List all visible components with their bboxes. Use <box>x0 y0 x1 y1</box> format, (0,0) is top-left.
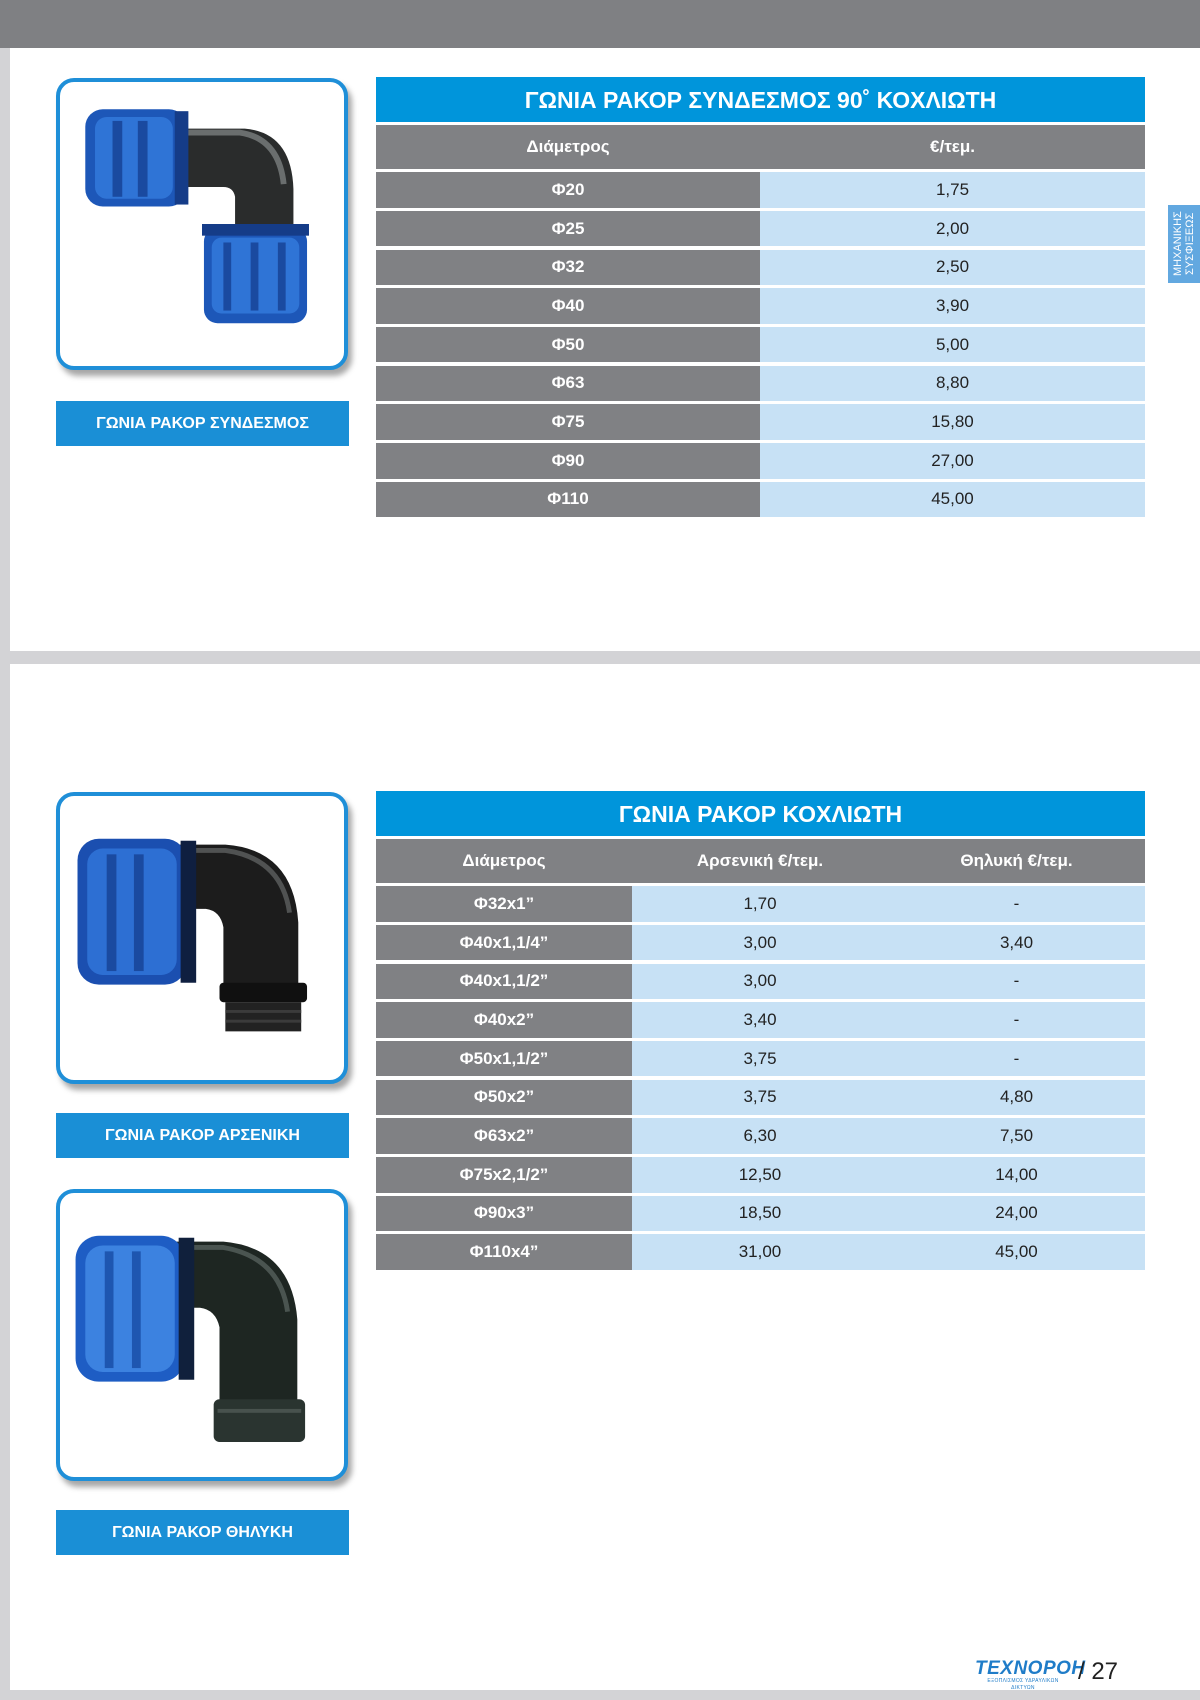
elbow-coupling-photo <box>56 78 348 370</box>
diameter-cell: Φ90 <box>376 443 760 479</box>
price-table-coupling <box>376 77 1145 517</box>
header-male-price: Αρσενική €/τεμ. <box>696 851 824 870</box>
table-row <box>376 1002 1145 1038</box>
table-title: ΓΩΝΙΑ ΡΑΚΟΡ ΣΥΝΔΕΣΜΟΣ 90˚ ΚΟΧΛΙΩΤΗ <box>376 77 1145 122</box>
table-row <box>376 964 1145 1000</box>
female-price-cell: 14,00 <box>888 1157 1145 1193</box>
diameter-cell: Φ40 <box>376 288 760 324</box>
female-price-cell: 45,00 <box>888 1234 1145 1270</box>
table-row <box>376 172 1145 208</box>
price-cell: 3,90 <box>760 288 1145 324</box>
female-price-cell: 4,80 <box>888 1080 1145 1116</box>
male-price-cell: 18,50 <box>632 1196 888 1232</box>
brand-name: ΤΕΧΝΟΡΟΗ <box>975 1658 1086 1679</box>
header-diameter: Διάμετρος <box>462 851 546 870</box>
diameter-cell: Φ32x1” <box>376 886 632 922</box>
male-price-cell: 3,75 <box>632 1080 888 1116</box>
table-row <box>376 211 1145 247</box>
table-row <box>376 925 1145 961</box>
diameter-cell: Φ32 <box>376 250 760 286</box>
product-caption: ΓΩΝΙΑ ΡΑΚΟΡ ΣΥΝΔΕΣΜΟΣ <box>56 401 349 446</box>
table-header <box>376 125 1145 169</box>
male-price-cell: 12,50 <box>632 1157 888 1193</box>
diameter-cell: Φ50 <box>376 327 760 363</box>
diameter-cell: Φ50x2” <box>376 1080 632 1116</box>
table-row <box>376 1196 1145 1232</box>
female-price-cell: - <box>888 1002 1145 1038</box>
female-price-cell: - <box>888 964 1145 1000</box>
price-cell: 8,80 <box>760 366 1145 402</box>
section-side-tab[interactable]: ΜΗΧΑΝΙΚΗΣ ΣΥΣΦΙΞΕΩΣ <box>1168 205 1200 283</box>
price-cell: 15,80 <box>760 404 1145 440</box>
price-cell: 2,00 <box>760 211 1145 247</box>
section-divider <box>0 651 1200 664</box>
top-bar <box>0 0 1200 48</box>
table-row <box>376 482 1145 518</box>
female-price-cell: - <box>888 886 1145 922</box>
female-elbow-photo <box>56 1189 348 1481</box>
diameter-cell: Φ63 <box>376 366 760 402</box>
price-cell: 27,00 <box>760 443 1145 479</box>
price-cell: 5,00 <box>760 327 1145 363</box>
product-caption-male: ΓΩΝΙΑ ΡΑΚΟΡ ΑΡΣΕΝΙΚΗ <box>56 1113 349 1158</box>
diameter-cell: Φ63x2” <box>376 1118 632 1154</box>
male-elbow-photo <box>56 792 348 1084</box>
table-row <box>376 443 1145 479</box>
price-table-threaded <box>376 791 1145 1270</box>
table-row <box>376 1041 1145 1077</box>
table-header <box>376 839 1145 883</box>
male-elbow-image <box>60 796 344 1080</box>
brand-logo <box>975 1658 1086 1691</box>
female-price-cell: 24,00 <box>888 1196 1145 1232</box>
page-number: / 27 <box>1078 1658 1119 1685</box>
table-title: ΓΩΝΙΑ ΡΑΚΟΡ ΚΟΧΛΙΩΤΗ <box>376 791 1145 836</box>
male-price-cell: 3,40 <box>632 1002 888 1038</box>
product-caption-female: ΓΩΝΙΑ ΡΑΚΟΡ ΘΗΛΥΚΗ <box>56 1510 349 1555</box>
table-row <box>376 1080 1145 1116</box>
diameter-cell: Φ110x4” <box>376 1234 632 1270</box>
diameter-cell: Φ20 <box>376 172 760 208</box>
diameter-cell: Φ75 <box>376 404 760 440</box>
table-row <box>376 886 1145 922</box>
diameter-cell: Φ50x1,1/2” <box>376 1041 632 1077</box>
diameter-cell: Φ110 <box>376 482 760 518</box>
male-price-cell: 1,70 <box>632 886 888 922</box>
table-row <box>376 250 1145 286</box>
male-price-cell: 3,75 <box>632 1041 888 1077</box>
table-row <box>376 404 1145 440</box>
table-row <box>376 327 1145 363</box>
diameter-cell: Φ40x1,1/4” <box>376 925 632 961</box>
table-row <box>376 1157 1145 1193</box>
diameter-cell: Φ40x2” <box>376 1002 632 1038</box>
diameter-cell: Φ40x1,1/2” <box>376 964 632 1000</box>
diameter-cell: Φ75x2,1/2” <box>376 1157 632 1193</box>
header-price: €/τεμ. <box>930 137 975 156</box>
brand-tagline: ΕΞΟΠΛΙΣΜΟΣ ΥΔΡΑΥΛΙΚΩΝ ΔΙΚΤΥΩΝ <box>987 1678 1059 1691</box>
male-price-cell: 3,00 <box>632 925 888 961</box>
header-female-price: Θηλυκή €/τεμ. <box>960 851 1073 870</box>
table-row <box>376 288 1145 324</box>
female-price-cell: 7,50 <box>888 1118 1145 1154</box>
table-row <box>376 1118 1145 1154</box>
header-diameter: Διάμετρος <box>526 137 610 156</box>
left-margin-bar <box>0 48 10 1700</box>
table-row <box>376 1234 1145 1270</box>
table-row <box>376 366 1145 402</box>
price-cell: 1,75 <box>760 172 1145 208</box>
male-price-cell: 6,30 <box>632 1118 888 1154</box>
female-price-cell: 3,40 <box>888 925 1145 961</box>
female-elbow-image <box>60 1193 344 1477</box>
male-price-cell: 3,00 <box>632 964 888 1000</box>
male-price-cell: 31,00 <box>632 1234 888 1270</box>
diameter-cell: Φ25 <box>376 211 760 247</box>
elbow-coupling-image <box>60 82 344 366</box>
diameter-cell: Φ90x3” <box>376 1196 632 1232</box>
female-price-cell: - <box>888 1041 1145 1077</box>
price-cell: 2,50 <box>760 250 1145 286</box>
price-cell: 45,00 <box>760 482 1145 518</box>
